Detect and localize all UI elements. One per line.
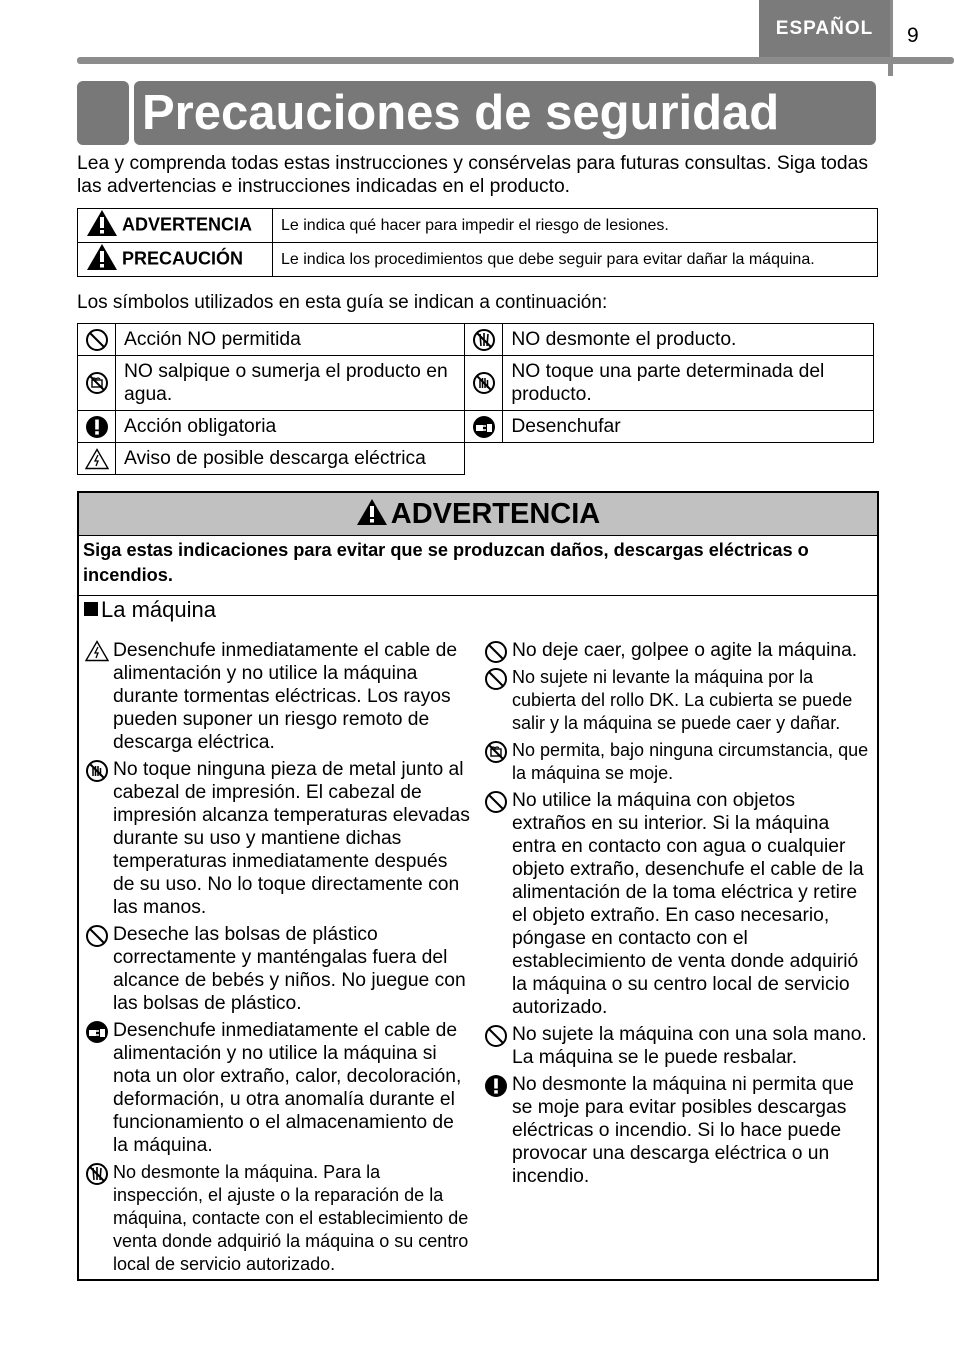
list-item [83, 923, 471, 1015]
item-text: Deseche las bolsas de plástico correctamente y manténgalas fuera del alcance de bebés y niños. No juegue con las bolsas de plástico. [113, 924, 466, 1014]
prohibited-icon [85, 924, 109, 954]
item-text: Desenchufe inmediatamente el cable de alimentación y no utilice la máquina si nota un olor extraño, calor, decoloración, deformación, u otra anomalía durante el funcionamiento o el almacenamiento de la máquina. [113, 1020, 462, 1156]
symbol-text: Acción obligatoria [116, 411, 465, 443]
list-item [482, 1023, 874, 1069]
symbol-text: Aviso de posible descarga eléctrica [116, 443, 465, 475]
symbol-text: Desenchufar [503, 411, 874, 443]
list-item [482, 739, 874, 785]
item-text: No sujete ni levante la máquina por la cubierta del rollo DK. La cubierta se puede salir y la máquina se puede caer y dañar. [512, 667, 853, 733]
warning-triangle-icon [86, 243, 118, 276]
signal-words-table [77, 208, 878, 277]
right-column [482, 639, 874, 1192]
symbol-text: NO salpique o sumerja el producto en agua. [116, 356, 465, 411]
page-number: 9 [907, 24, 919, 47]
no-touch-icon [85, 759, 109, 789]
square-bullet-icon [84, 602, 98, 616]
no-water-icon [78, 371, 115, 395]
list-item [482, 1073, 874, 1188]
item-text: Desenchufe inmediatamente el cable de alimentación y no utilice la máquina durante tormentas eléctricas. Los rayos pueden suponer un riesgo remoto de descarga eléctrica. [113, 640, 458, 753]
symbol-text: Acción NO permitida [116, 324, 465, 356]
item-text: No permita, bajo ninguna circumstancia, que la máquina se moje. [512, 740, 869, 783]
unplug-icon [465, 415, 502, 439]
mandatory-icon [78, 415, 115, 439]
symbol-text: NO toque una parte determinada del producto. [503, 356, 874, 411]
table-row [78, 443, 874, 475]
electric-shock-icon [85, 640, 109, 668]
unplug-icon [85, 1020, 109, 1050]
list-item [482, 639, 874, 662]
item-text: No utilice la máquina con objetos extraños en su interior. Si la máquina entra en contacto con agua o cualquier objeto extraño, desenchufe el cable de la alimentación de la toma eléctrica y retire el objeto extraño. En caso necesario, póngase en contacto con el establecimiento de venta donde adquirió la máquina o su centro local de servicio autorizado. [512, 790, 864, 1018]
list-item [482, 666, 874, 735]
signal-word-description: Le indica qué hacer para impedir el riesgo de lesiones. [273, 209, 878, 243]
signal-word-label: PRECAUCIÓN [122, 248, 244, 269]
list-item [83, 758, 471, 919]
warning-heading-label: ADVERTENCIA [390, 498, 601, 530]
item-text: No sujete la máquina con una sola mano. La máquina se le puede resbalar. [512, 1024, 867, 1068]
list-item [83, 639, 471, 754]
table-row [78, 356, 874, 411]
prohibited-icon [484, 1024, 508, 1054]
section-title-label: La máquina [101, 597, 216, 622]
no-touch-icon [465, 371, 502, 395]
table-row [78, 209, 878, 243]
warning-triangle-icon [356, 498, 391, 530]
item-text: No desmonte la máquina. Para la inspección, el ajuste o la reparación de la máquina, contacte con el establecimiento de venta donde adquirió la máquina o su centro local de servicio autorizado. [113, 1162, 469, 1274]
symbol-text: NO desmonte el producto. [503, 324, 874, 356]
item-text: No desmonte la máquina ni permita que se moje para evitar posibles descargas eléctricas o incendio. Si lo hace puede provocar una descarga eléctrica o un incendio. [512, 1074, 854, 1187]
mandatory-icon [484, 1074, 508, 1104]
warning-box [77, 491, 879, 1281]
intro-paragraph: Lea y comprenda todas estas instrucciones y consérvelas para futuras consultas. Siga todas las advertencias e instrucciones indicadas en el producto. [77, 153, 868, 197]
item-text: No toque ninguna pieza de metal junto al cabezal de impresión. El cabezal de impresión alcanza temperaturas elevadas durante su uso y mantiene dichas temperaturas inmediatamente después de su uso. No lo toque directamente con las manos. [113, 759, 470, 918]
list-item [482, 789, 874, 1019]
item-text: No deje caer, golpee o agite la máquina. [512, 640, 858, 661]
left-column [83, 639, 471, 1280]
electric-shock-icon [78, 448, 115, 470]
signal-word-label: ADVERTENCIA [122, 214, 253, 235]
page-title: Precauciones de seguridad [134, 81, 876, 145]
table-row [78, 411, 874, 443]
warning-subheading: Siga estas indicaciones para evitar que se produzcan daños, descargas eléctricas o incendios. [79, 536, 877, 596]
list-item [83, 1019, 471, 1157]
table-row [78, 243, 878, 277]
language-tab: ESPAÑOL [759, 0, 890, 58]
header-divider [77, 57, 954, 64]
symbols-table [77, 323, 874, 475]
warning-heading [79, 493, 877, 536]
list-item [83, 1161, 471, 1276]
prohibited-icon [484, 667, 508, 697]
signal-word-description: Le indica los procedimientos que debe seguir para evitar dañar la máquina. [273, 243, 878, 277]
prohibited-icon [484, 790, 508, 820]
title-marker [77, 81, 129, 145]
no-disassemble-icon [465, 328, 502, 352]
symbols-intro: Los símbolos utilizados en esta guía se indican a continuación: [77, 292, 608, 313]
section-title [84, 597, 216, 623]
warning-triangle-icon [86, 209, 118, 242]
prohibited-icon [78, 328, 115, 352]
no-disassemble-icon [85, 1162, 109, 1192]
no-water-icon [484, 740, 508, 770]
table-row [78, 324, 874, 356]
